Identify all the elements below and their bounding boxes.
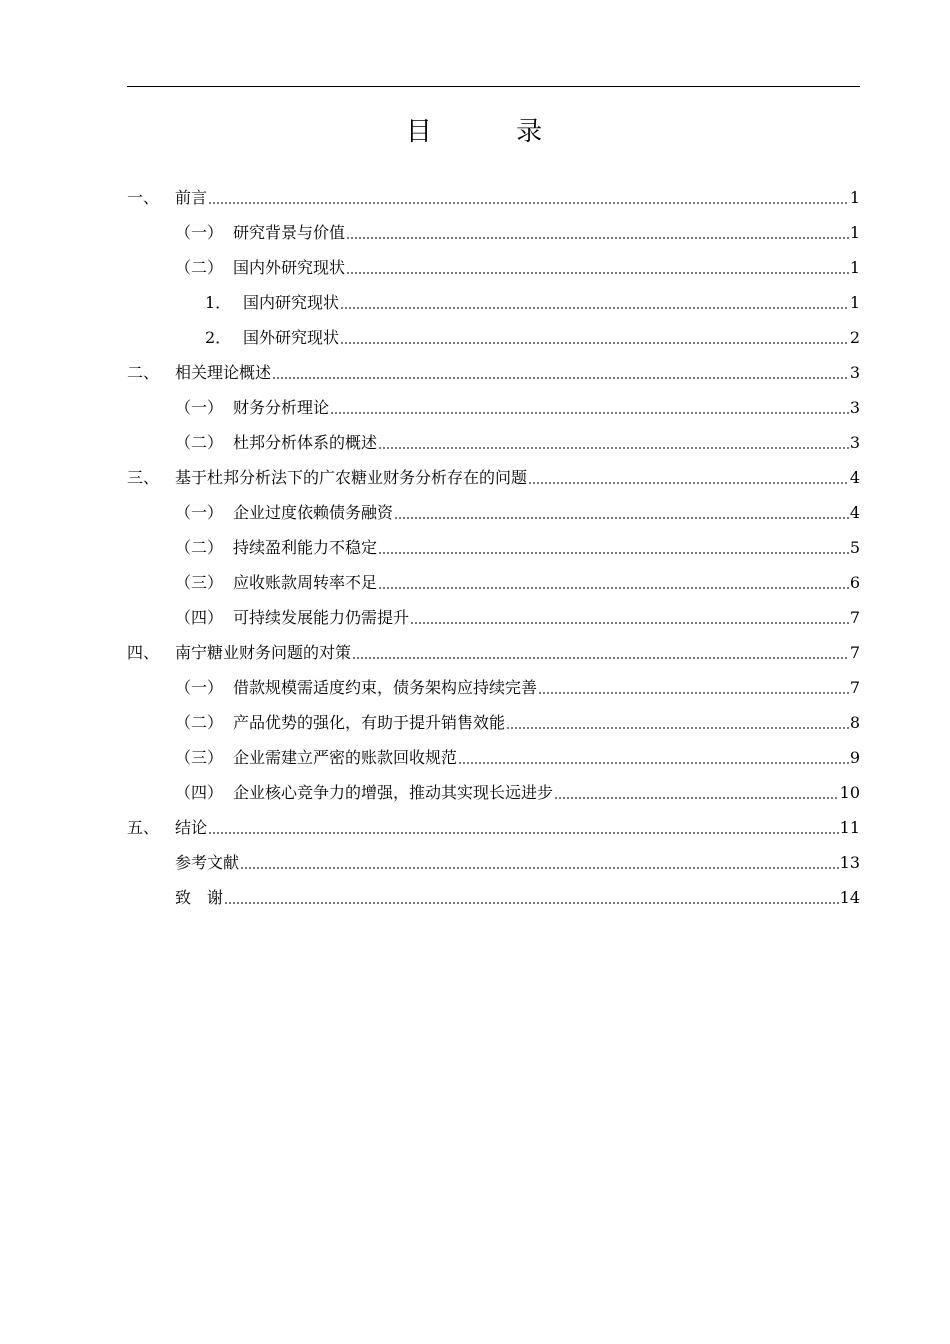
toc-entry-number: （三） xyxy=(175,572,224,592)
toc-entry-label: 杜邦分析体系的概述 xyxy=(233,432,378,452)
toc-entry-number: 一、 xyxy=(127,187,160,207)
toc-entry[interactable] xyxy=(127,565,860,600)
toc-entry-page-number: 9 xyxy=(849,747,860,767)
toc-entry[interactable] xyxy=(127,460,860,495)
toc-entry-number: （一） xyxy=(175,397,224,417)
toc-entry-number: （二） xyxy=(175,712,224,732)
toc-entry-label: 产品优势的强化，有助于提升销售效能 xyxy=(233,712,506,732)
toc-entry-number: （一） xyxy=(175,502,224,522)
toc-entry-number: （一） xyxy=(175,222,224,242)
toc-entry-label: 前言 xyxy=(175,187,208,207)
toc-entry[interactable] xyxy=(127,355,860,390)
toc-entry[interactable] xyxy=(127,215,860,250)
toc-entry-page-number: 7 xyxy=(849,607,860,627)
toc-entry-number: （四） xyxy=(175,782,224,802)
toc-entry-number: （二） xyxy=(175,432,224,452)
toc-entry-page-number: 11 xyxy=(839,817,860,837)
toc-entry[interactable] xyxy=(127,635,860,670)
toc-entry-page-number: 4 xyxy=(849,467,860,487)
toc-entry-label: 财务分析理论 xyxy=(233,397,330,417)
toc-entry-page-number: 3 xyxy=(849,432,860,452)
toc-entry-page-number: 4 xyxy=(849,502,860,522)
dot-leader xyxy=(378,580,849,596)
toc-entry-number: 2． xyxy=(205,327,232,347)
toc-entry[interactable] xyxy=(127,495,860,530)
toc-entry-label: 借款规模需适度约束，债务架构应持续完善 xyxy=(233,677,538,697)
toc-entry[interactable] xyxy=(127,845,860,880)
toc-title: 目 录 xyxy=(405,117,581,147)
dot-leader xyxy=(346,265,849,281)
toc-entry-label: 持续盈利能力不稳定 xyxy=(233,537,378,557)
toc-entry-label: 国内研究现状 xyxy=(243,292,340,312)
dot-leader xyxy=(458,755,849,771)
toc-entry-label: 应收账款周转率不足 xyxy=(233,572,378,592)
dot-leader xyxy=(394,510,849,526)
toc-entry[interactable] xyxy=(127,320,860,355)
dot-leader xyxy=(340,335,849,351)
toc-entry[interactable] xyxy=(127,425,860,460)
toc-entry-page-number: 2 xyxy=(849,327,860,347)
toc-entry-page-number: 7 xyxy=(849,642,860,662)
toc-entry-page-number: 5 xyxy=(849,537,860,557)
toc-entry-label: 基于杜邦分析法下的广农糖业财务分析存在的问题 xyxy=(175,467,528,487)
toc-entry-page-number: 13 xyxy=(839,852,860,872)
dot-leader xyxy=(330,405,849,421)
dot-leader xyxy=(506,720,849,736)
toc-entry-number: （一） xyxy=(175,677,224,697)
dot-leader xyxy=(378,440,849,456)
toc-entry[interactable] xyxy=(127,810,860,845)
toc-entry-label: 企业核心竞争力的增强，推动其实现长远进步 xyxy=(233,782,554,802)
dot-leader xyxy=(352,650,849,666)
toc-entry[interactable] xyxy=(127,530,860,565)
toc-entry[interactable] xyxy=(127,285,860,320)
toc-entry-page-number: 3 xyxy=(849,362,860,382)
dot-leader xyxy=(410,615,849,631)
toc-entry-page-number: 14 xyxy=(839,887,860,907)
toc-entry[interactable] xyxy=(127,600,860,635)
toc-entry-number: 五、 xyxy=(127,817,160,837)
toc-entry-page-number: 3 xyxy=(849,397,860,417)
dot-leader xyxy=(538,685,849,701)
toc-entry[interactable] xyxy=(127,670,860,705)
toc-entry[interactable] xyxy=(127,180,860,215)
toc-entry[interactable] xyxy=(127,705,860,740)
dot-leader xyxy=(346,230,849,246)
toc-entry-number: （二） xyxy=(175,537,224,557)
toc-entry-label: 企业需建立严密的账款回收规范 xyxy=(233,747,458,767)
dot-leader xyxy=(340,300,849,316)
toc-entry[interactable] xyxy=(127,740,860,775)
toc-entry-label: 相关理论概述 xyxy=(175,362,272,382)
toc-entry-number: 三、 xyxy=(127,467,160,487)
toc-entry-page-number: 8 xyxy=(849,712,860,732)
toc-entry-page-number: 6 xyxy=(849,572,860,592)
dot-leader xyxy=(528,475,849,491)
dot-leader xyxy=(272,370,849,386)
toc-entry-number: 二、 xyxy=(127,362,160,382)
toc-entry-page-number: 1 xyxy=(849,292,860,312)
header-rule xyxy=(127,86,860,87)
toc-entry[interactable] xyxy=(127,775,860,810)
toc-entry-page-number: 1 xyxy=(849,257,860,277)
toc-entry-number: 四、 xyxy=(127,642,160,662)
dot-leader xyxy=(208,195,849,211)
toc-entry-page-number: 10 xyxy=(839,782,860,802)
dot-leader xyxy=(554,790,839,806)
toc-entry-number: （二） xyxy=(175,257,224,277)
toc-entry-page-number: 7 xyxy=(849,677,860,697)
toc-entry-page-number: 1 xyxy=(849,222,860,242)
toc-list xyxy=(127,180,860,915)
toc-entry[interactable] xyxy=(127,880,860,915)
toc-entry-label: 国外研究现状 xyxy=(243,327,340,347)
toc-entry-label: 可持续发展能力仍需提升 xyxy=(233,607,410,627)
toc-entry-label: 结论 xyxy=(175,817,208,837)
toc-entry-label: 参考文献 xyxy=(175,852,240,872)
toc-entry-label: 企业过度依赖债务融资 xyxy=(233,502,394,522)
toc-entry-page-number: 1 xyxy=(849,187,860,207)
toc-entry-number: （三） xyxy=(175,747,224,767)
toc-entry-label: 致 谢 xyxy=(175,887,224,907)
toc-entry-label: 南宁糖业财务问题的对策 xyxy=(175,642,352,662)
dot-leader xyxy=(240,860,839,876)
dot-leader xyxy=(378,545,849,561)
toc-entry-number: （四） xyxy=(175,607,224,627)
toc-entry-label: 研究背景与价值 xyxy=(233,222,346,242)
toc-entry[interactable] xyxy=(127,250,860,285)
dot-leader xyxy=(224,895,839,911)
toc-entry[interactable] xyxy=(127,390,860,425)
toc-entry-number: 1． xyxy=(205,292,232,312)
toc-entry-label: 国内外研究现状 xyxy=(233,257,346,277)
dot-leader xyxy=(208,825,839,841)
